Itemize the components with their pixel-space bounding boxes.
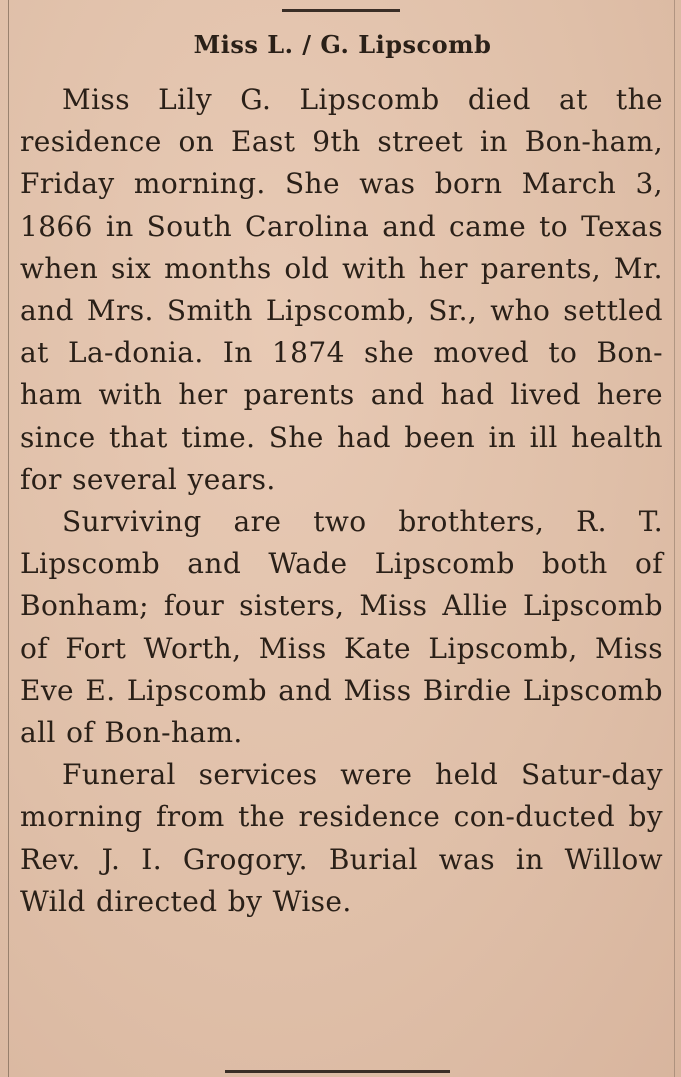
top-rule [282,9,400,12]
article-paragraph: Miss Lily G. Lipscomb died at the residence on East 9th street in Bon-ham, Friday morning. She was born March 3, 1866 in South Carolina and came to Texas when six months old with her parents, Mr. and Mrs. Smith Lipscomb, Sr., who settled at La-donia. In 1874 she moved to Bon-ham with her parents and had lived here since that time. She had been in ill health for several years. [20,83,663,496]
article-paragraph: Funeral services were held Satur-day morning from the residence con-ducted by Rev. J. I. Grogory. Burial was in Willow Wild directed by Wise. [20,758,663,918]
bottom-rule [225,1070,450,1073]
article-headline: Miss L. / G. Lipscomb [193,30,492,59]
clipping-left-edge [8,0,9,1077]
clipping-right-edge [674,0,675,1077]
article-body [20,79,663,923]
article-paragraph: Surviving are two brothters, R. T. Lipscomb and Wade Lipscomb both of Bonham; four sisters, Miss Allie Lipscomb of Fort Worth, Miss Kate Lipscomb, Miss Eve E. Lipscomb and Miss Birdie Lipscomb all of Bon-ham. [20,505,663,750]
